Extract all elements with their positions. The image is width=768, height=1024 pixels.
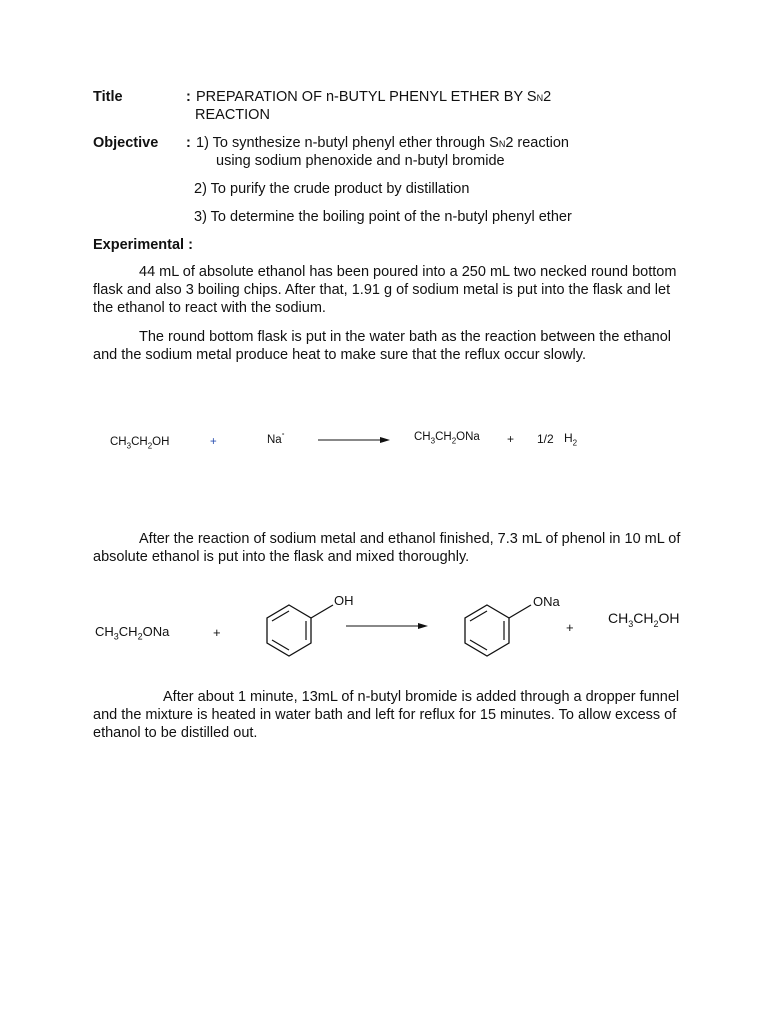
objective-colon: :: [186, 135, 191, 151]
page-title-line2: REACTION: [195, 107, 270, 123]
ethanol-formula: $CH_3CH_2OH$: [110, 436, 170, 451]
objective-item-1: 1) To synthesize n-butyl phenyl ether through SN2 reaction: [196, 135, 569, 151]
page-title-line1: PREPARATION OF n-BUTYL PHENYL ETHER BY SN2: [196, 89, 552, 105]
plus-sign: +: [210, 436, 217, 448]
reaction-arrow: [318, 434, 392, 446]
phenoxide-label: ONa: [533, 594, 560, 609]
sodium-ethoxide-formula: $CH_3CH_2ONa$: [95, 624, 170, 642]
objective-item-1-cont: using sodium phenoxide and n-butyl bromide: [216, 153, 505, 169]
hydroxyl-label: OH: [334, 593, 354, 608]
plus-sign: +: [566, 620, 574, 635]
plus-sign: +: [507, 432, 515, 446]
objective-label: Objective: [93, 135, 159, 151]
reaction-arrow: [346, 620, 430, 632]
title-label: Title: [93, 89, 123, 105]
experimental-paragraph-3: After the reaction of sodium metal and ethanol finished, 7.3 mL of phenol in 10 mL of absolute ethanol is put into the flask and mixed thoroughly.: [93, 531, 681, 565]
hydrogen-formula: $H_2$: [564, 431, 578, 448]
objective-item-2: 2) To purify the crude product by distillation: [194, 181, 470, 197]
experimental-paragraph-4: After about 1 minute, 13mL of n-butyl bromide is added through a dropper funnel and the mixture is heated in water bath and left for reflux for 15 minutes. To allow excess of ethanol to be distilled out.: [93, 689, 680, 741]
experimental-paragraph-1: 44 mL of absolute ethanol has been poured into a 250 mL two necked round bottom flask and also 3 boiling chips. After that, 1.91 g of sodium metal is put into the flask and let the ethanol to react with the sodium.: [93, 264, 677, 316]
phenol-benzene-ring: [258, 596, 338, 660]
ethanol-formula: $CH_3CH_2OH$: [608, 610, 680, 629]
sodium-ethoxide-formula: $CH_3CH_2ONa$: [414, 431, 480, 446]
title-colon: :: [186, 89, 191, 105]
experimental-paragraph-2: The round bottom flask is put in the water bath as the reaction between the ethanol and the sodium metal produce heat to make sure that the reflux occur slowly.: [93, 329, 671, 363]
sodium-formula: Na°: [267, 433, 285, 446]
experimental-heading: Experimental :: [93, 237, 193, 253]
objective-item-3: 3) To determine the boiling point of the n-butyl phenyl ether: [194, 209, 572, 225]
plus-sign: +: [213, 625, 221, 640]
phenoxide-benzene-ring: [456, 596, 536, 660]
hydrogen-coefficient: 1/2: [537, 432, 554, 446]
